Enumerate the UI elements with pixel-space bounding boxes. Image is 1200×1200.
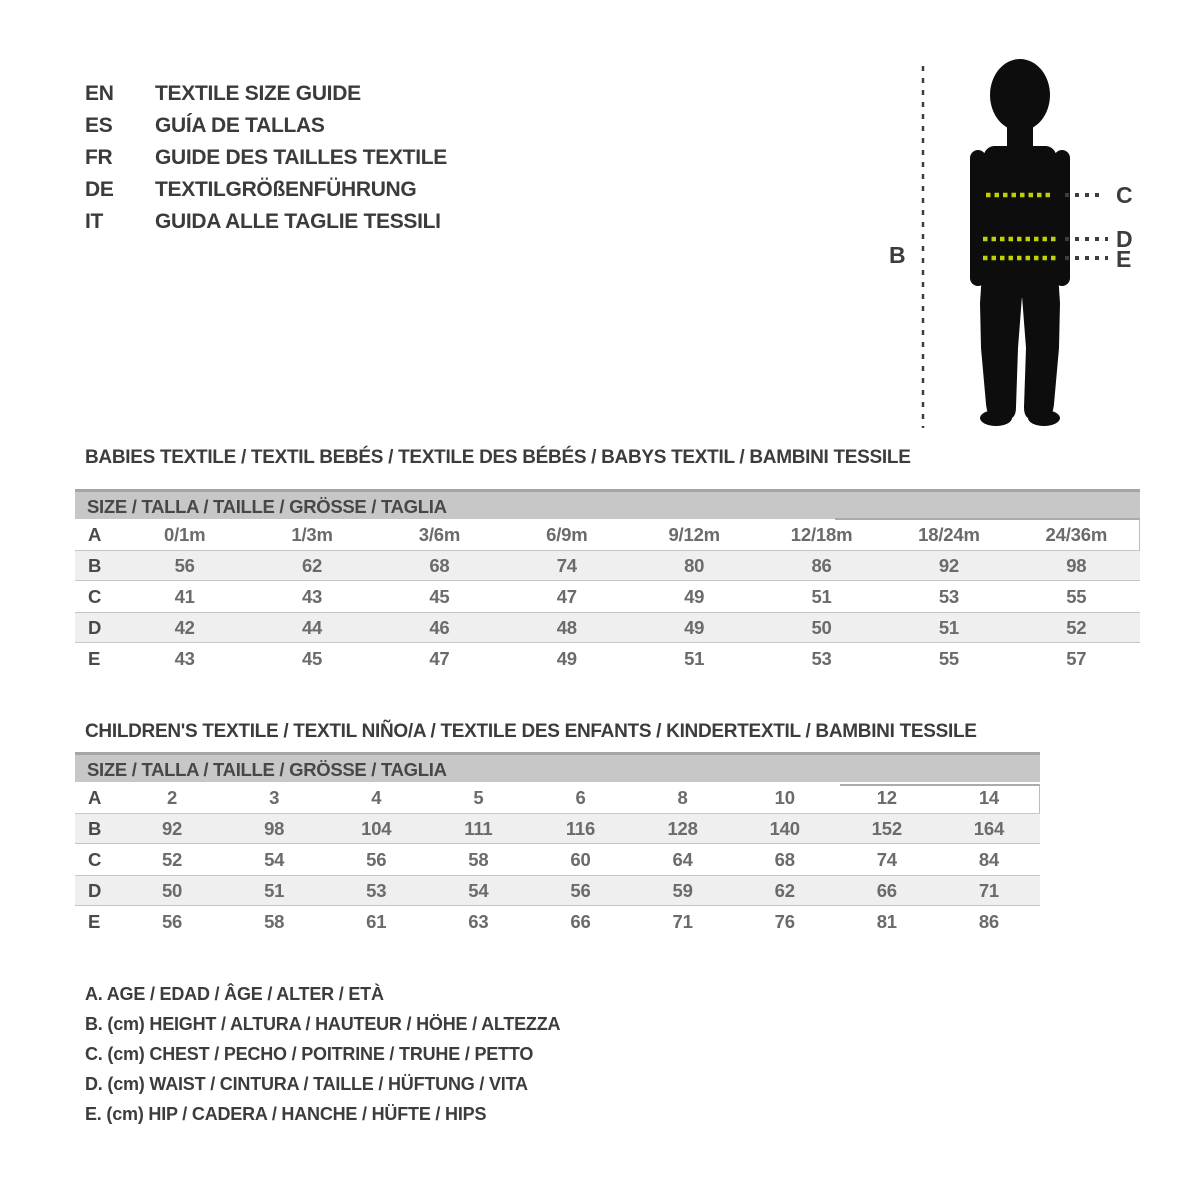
table-cell: 76 — [774, 910, 795, 932]
table-cell: 9/12m — [668, 523, 720, 545]
table-cell: 66 — [876, 879, 897, 901]
table-cell: 12/18m — [790, 523, 853, 545]
table-cell: 59 — [672, 879, 693, 901]
silhouette-left-arm — [970, 150, 986, 286]
child-silhouette-illustration — [853, 48, 1153, 433]
row-label: A — [88, 523, 102, 545]
table-cell: 56 — [161, 910, 183, 932]
table-cell: 6/9m — [546, 523, 588, 545]
row-label: D — [88, 879, 102, 901]
table-cell: 58 — [264, 910, 285, 932]
table-cell: 0/1m — [164, 523, 206, 545]
table-cell: 44 — [301, 616, 323, 638]
table-cell: 164 — [973, 817, 1005, 839]
legend-chest: C. (cm) CHEST / PECHO / POITRINE / TRUHE / PETTO — [85, 1044, 534, 1064]
table-cell: 62 — [301, 554, 323, 576]
language-title: GUIDE DES TAILLES TEXTILE — [155, 146, 447, 169]
child-silhouette — [970, 59, 1070, 426]
table-row-e — [75, 906, 1040, 937]
table-cell: 53 — [811, 647, 832, 669]
table-cell: 92 — [161, 817, 183, 839]
table-cell: 58 — [468, 848, 489, 870]
table-cell: 24/36m — [1045, 523, 1108, 545]
table-cell: 80 — [684, 554, 705, 576]
table-cell: 86 — [978, 910, 1000, 932]
table-cell: 104 — [361, 817, 392, 839]
table-cell: 1/3m — [291, 523, 333, 545]
table-cell: 48 — [556, 616, 577, 638]
table-cell: 55 — [1066, 585, 1087, 607]
table-cell: 3/6m — [418, 523, 461, 545]
row-label: C — [88, 585, 102, 607]
table-cell: 92 — [938, 554, 960, 576]
table-cell: 52 — [161, 848, 183, 870]
table-cell: 49 — [684, 616, 705, 638]
table-cell: 41 — [174, 585, 195, 607]
language-row — [85, 110, 447, 142]
language-title-list — [85, 78, 447, 238]
babies-section-heading: BABIES TEXTILE / TEXTIL BEBÉS / TEXTILE DES BÉBÉS / BABYS TEXTIL / BAMBINI TESSILE — [85, 447, 911, 468]
silhouette-right-arm — [1054, 150, 1070, 286]
table-cell: 47 — [556, 585, 577, 607]
silhouette-neck — [1007, 118, 1033, 150]
measurement-figure — [853, 48, 1153, 433]
silhouette-left-foot — [980, 410, 1012, 426]
table-row-d — [75, 875, 1040, 906]
table-cell: 128 — [667, 817, 698, 839]
table-cell: 49 — [556, 647, 577, 669]
height-label-b: B — [889, 242, 906, 268]
table-cell: 12 — [876, 786, 897, 808]
language-code: DE — [85, 178, 114, 201]
legend-height: B. (cm) HEIGHT / ALTURA / HAUTEUR / HÖHE / ALTEZZA — [85, 1014, 561, 1034]
table-cell: 51 — [938, 616, 960, 638]
table-cell: 61 — [366, 910, 387, 932]
table-cell: 54 — [264, 848, 285, 870]
row-label: A — [88, 786, 102, 808]
legend-waist: D. (cm) WAIST / CINTURA / TAILLE / HÜFTUNG / VITA — [85, 1074, 528, 1094]
table-cell: 98 — [264, 817, 285, 839]
table-cell: 53 — [938, 585, 960, 607]
children-size-table — [75, 752, 1040, 937]
table-cell: 74 — [876, 848, 897, 870]
table-cell: 8 — [677, 786, 688, 808]
row-label: E — [88, 910, 101, 932]
table-cell: 111 — [464, 817, 493, 839]
language-code: EN — [85, 82, 114, 105]
table-cell: 68 — [429, 554, 450, 576]
measurement-legend — [85, 979, 560, 1129]
waist-label-d: D — [1116, 226, 1133, 252]
language-title: TEXTILGRÖßENFÜHRUNG — [155, 178, 417, 201]
language-title: GUÍA DE TALLAS — [155, 114, 325, 137]
table-cell: 68 — [774, 848, 795, 870]
hip-label-e: E — [1116, 246, 1132, 272]
table-cell: 43 — [301, 585, 323, 607]
babies-size-table — [75, 489, 1140, 674]
table-cell: 43 — [174, 647, 195, 669]
row-label: B — [88, 817, 102, 839]
table-cell: 74 — [556, 554, 577, 576]
table-cell: 66 — [570, 910, 591, 932]
table-cell: 45 — [301, 647, 323, 669]
table-row-b — [75, 550, 1140, 581]
table-cell: 46 — [429, 616, 450, 638]
children-size-header: SIZE / TALLA / TAILLE / GRÖSSE / TAGLIA — [75, 752, 1040, 782]
table-cell: 56 — [570, 879, 591, 901]
table-cell: 2 — [167, 786, 178, 808]
table-cell: 5 — [473, 786, 484, 808]
table-row-c — [75, 581, 1140, 612]
table-cell: 60 — [570, 848, 591, 870]
language-code: ES — [85, 114, 113, 137]
table-cell: 140 — [769, 817, 800, 839]
table-cell: 6 — [575, 786, 586, 808]
language-row — [85, 174, 447, 206]
table-cell: 42 — [174, 616, 195, 638]
table-cell: 55 — [938, 647, 960, 669]
table-cell: 53 — [366, 879, 387, 901]
table-cell: 64 — [672, 848, 693, 870]
table-cell: 51 — [264, 879, 285, 901]
table-row-b — [75, 813, 1040, 844]
table-cell: 63 — [468, 910, 489, 932]
table-cell: 51 — [684, 647, 705, 669]
table-cell: 45 — [429, 585, 450, 607]
table-cell: 57 — [1066, 647, 1087, 669]
table-cell: 14 — [978, 786, 1000, 808]
table-cell: 84 — [978, 848, 1000, 870]
table-row-c — [75, 844, 1040, 875]
children-section-heading: CHILDREN'S TEXTILE / TEXTIL NIÑO/A / TEXTILE DES ENFANTS / KINDERTEXTIL / BAMBINI TESSILE — [85, 721, 977, 742]
language-row — [85, 206, 447, 238]
language-title: TEXTILE SIZE GUIDE — [155, 82, 361, 105]
row-label: E — [88, 647, 101, 669]
table-cell: 4 — [371, 786, 382, 808]
table-cell: 54 — [468, 879, 489, 901]
table-cell: 71 — [978, 879, 1000, 901]
legend-hip: E. (cm) HIP / CADERA / HANCHE / HÜFTE / HIPS — [85, 1104, 487, 1124]
language-code: IT — [85, 210, 104, 233]
chest-label-c: C — [1116, 182, 1133, 208]
table-cell: 49 — [684, 585, 705, 607]
table-row-d — [75, 612, 1140, 643]
table-cell: 56 — [366, 848, 387, 870]
table-cell: 71 — [672, 910, 693, 932]
table-cell: 18/24m — [918, 523, 980, 545]
table-cell: 86 — [811, 554, 832, 576]
table-cell: 152 — [871, 817, 902, 839]
table-cell: 81 — [876, 910, 897, 932]
table-cell: 98 — [1066, 554, 1087, 576]
row-label: D — [88, 616, 102, 638]
table-cell: 52 — [1066, 616, 1087, 638]
table-row-a — [75, 519, 1140, 550]
table-cell: 47 — [429, 647, 450, 669]
table-cell: 50 — [161, 879, 183, 901]
table-cell: 50 — [811, 616, 832, 638]
row-label: B — [88, 554, 102, 576]
table-row-e — [75, 643, 1140, 674]
silhouette-legs — [980, 273, 1060, 419]
table-cell: 62 — [774, 879, 795, 901]
table-cell: 56 — [174, 554, 195, 576]
language-code: FR — [85, 146, 113, 169]
legend-age: A. AGE / EDAD / ÂGE / ALTER / ETÀ — [85, 984, 384, 1004]
babies-size-header: SIZE / TALLA / TAILLE / GRÖSSE / TAGLIA — [75, 489, 1140, 519]
silhouette-right-foot — [1028, 410, 1060, 426]
row-label: C — [88, 848, 102, 870]
table-row-a — [75, 782, 1040, 813]
language-row — [85, 142, 447, 174]
table-cell: 116 — [565, 817, 596, 839]
table-cell: 51 — [811, 585, 832, 607]
table-cell: 3 — [269, 786, 280, 808]
language-title: GUIDA ALLE TAGLIE TESSILI — [155, 210, 441, 233]
table-cell: 10 — [774, 786, 795, 808]
language-row — [85, 78, 447, 110]
